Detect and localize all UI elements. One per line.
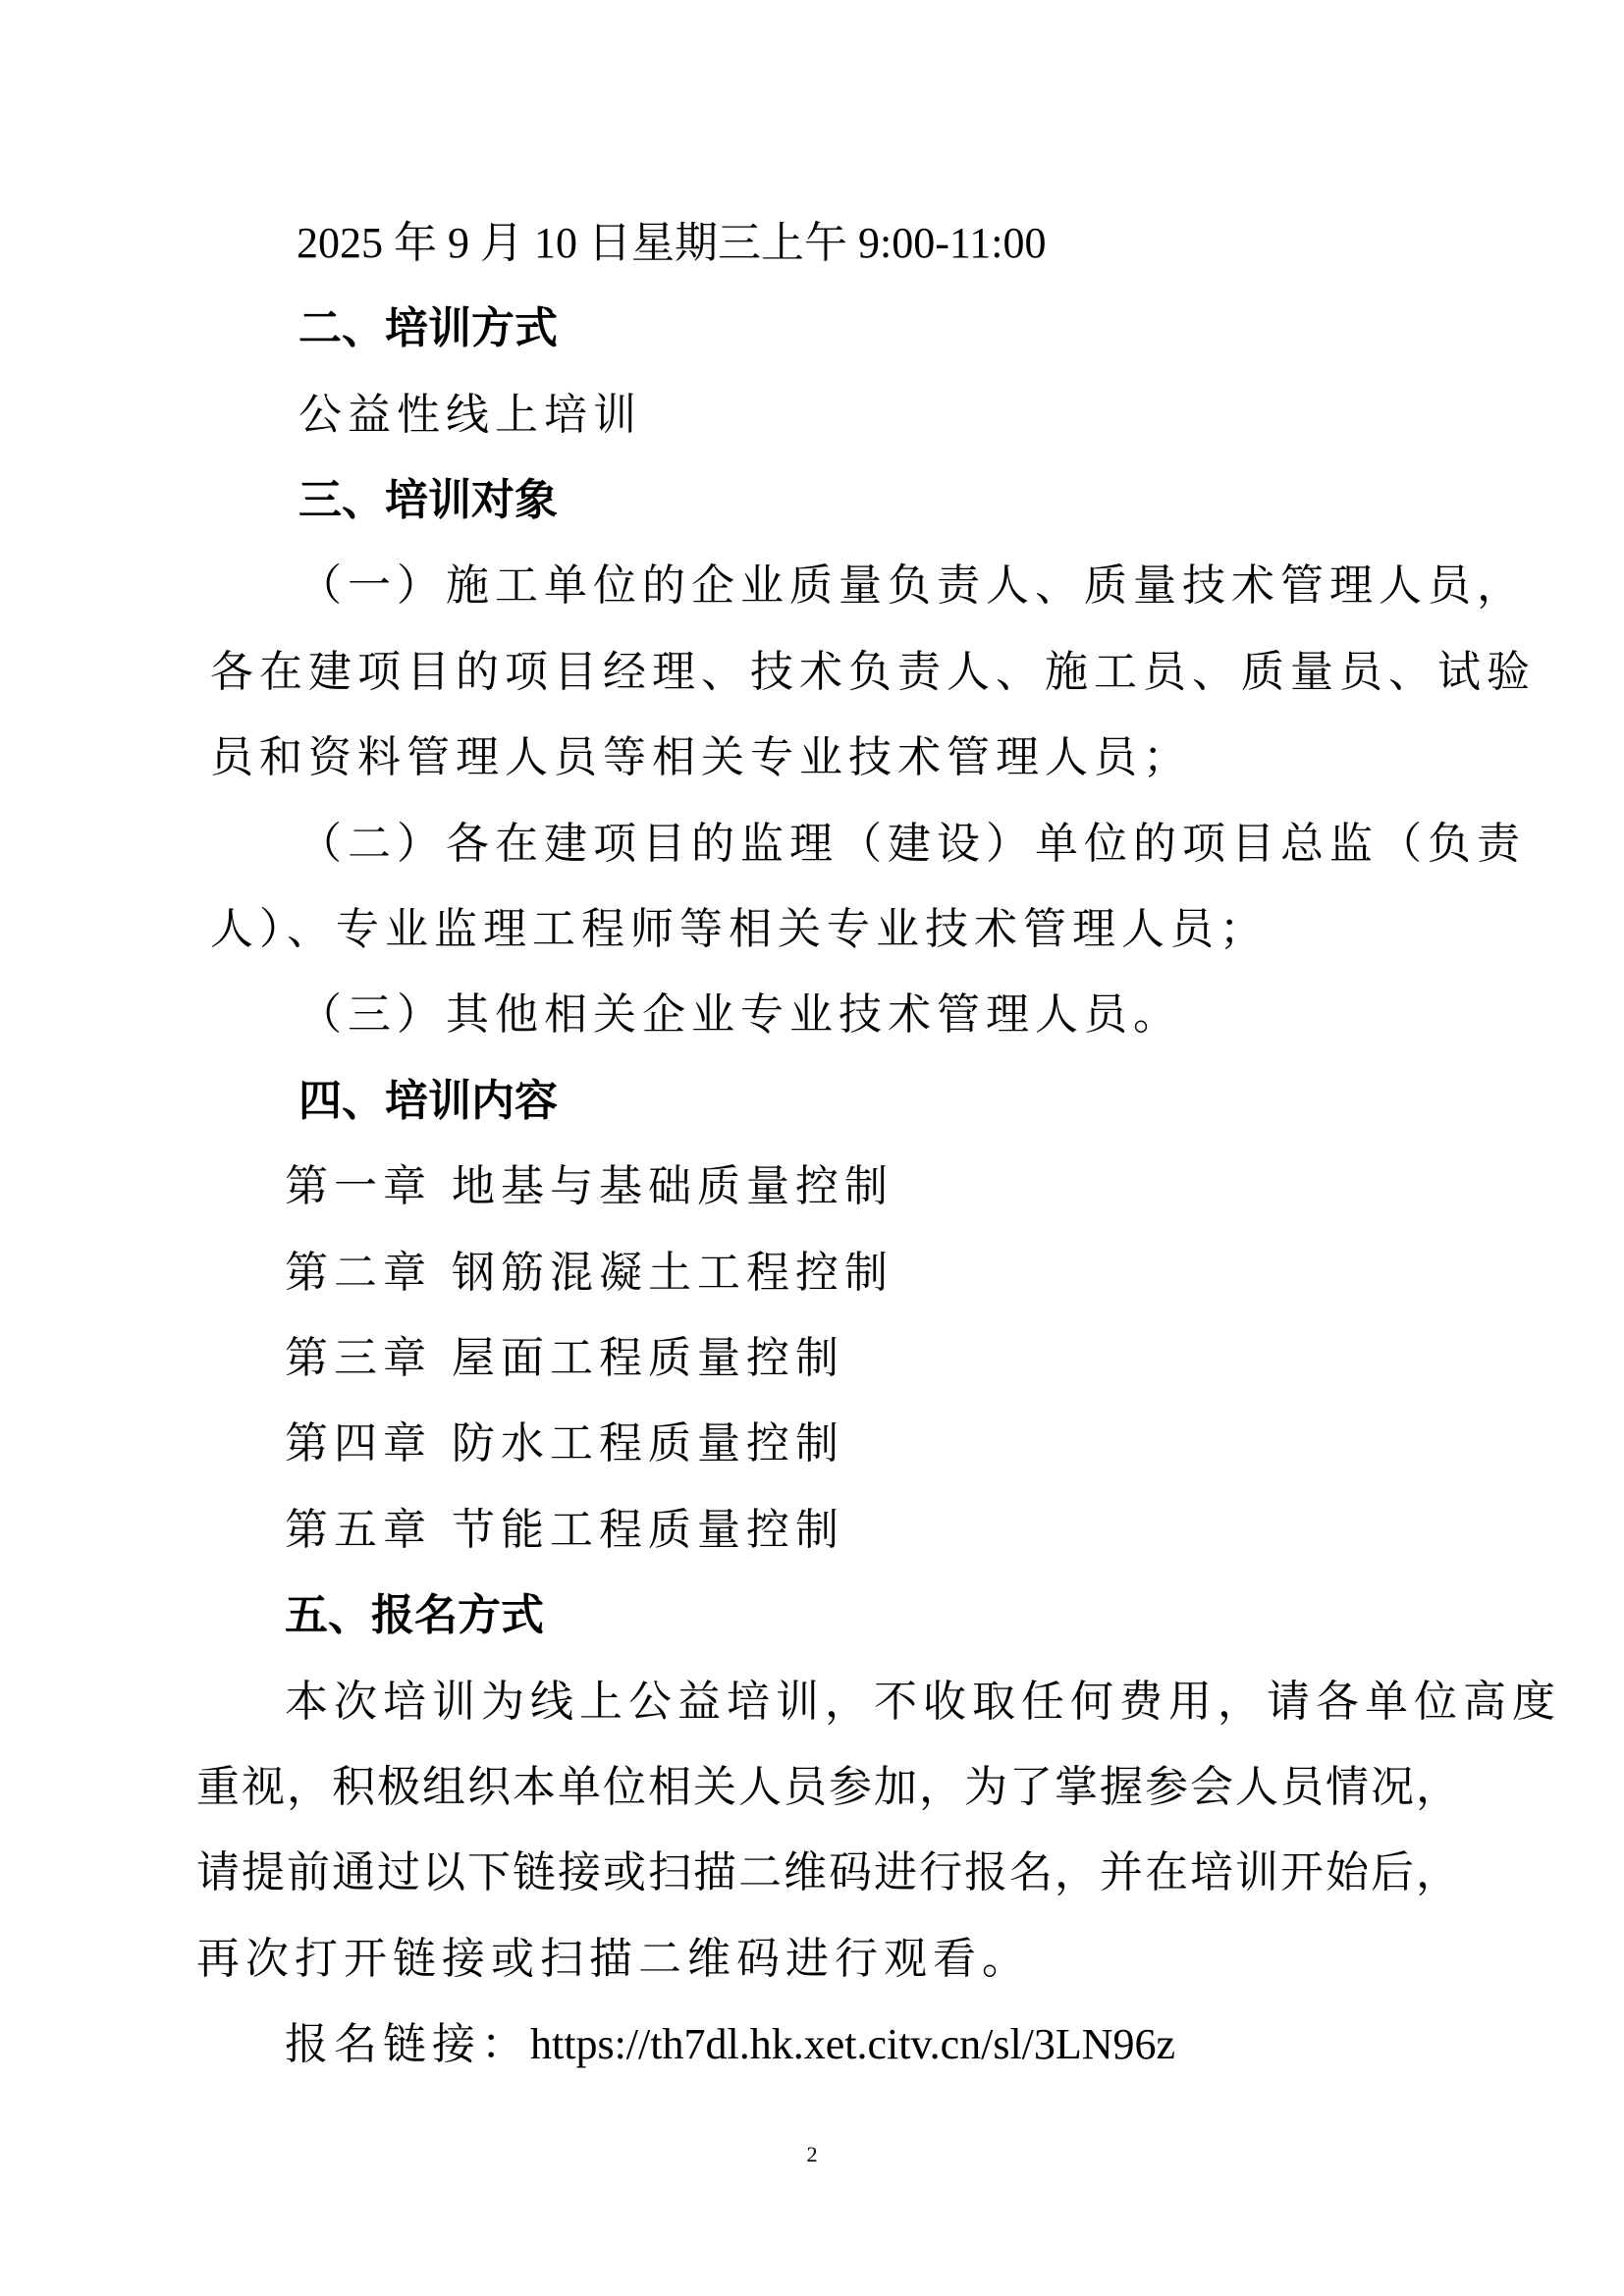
chapter-item: 第四章 防水工程质量控制 <box>285 1418 844 1468</box>
section4-heading: 四、培训内容 <box>298 1076 558 1126</box>
chapter-item: 第二章 钢筋混凝土工程控制 <box>285 1248 893 1298</box>
chapter-item: 第三章 屋面工程质量控制 <box>285 1333 844 1383</box>
section3-item2-line1: （二）各在建项目的监理（建设）单位的项目总监（负责 <box>298 819 1526 869</box>
section3-item1-line1: （一）施工单位的企业质量负责人、质量技术管理人员， <box>298 561 1526 611</box>
section3-heading: 三、培训对象 <box>298 475 558 525</box>
section5-paragraph-line1: 本次培训为线上公益培训，不收取任何费用，请各单位高度 <box>285 1677 1561 1727</box>
section2-heading: 二、培训方式 <box>298 303 558 353</box>
registration-link-label: 报名链接： <box>285 2019 530 2069</box>
registration-link-line <box>285 2015 1175 2074</box>
section5-heading: 五、报名方式 <box>285 1590 544 1640</box>
page-number: 2 <box>806 2142 818 2166</box>
section3-item2-line2: 人）、专业监理工程师等相关专业技术管理人员； <box>210 904 1269 954</box>
section5-paragraph-line4: 再次打开链接或扫描二维码进行观看。 <box>196 1934 1031 1984</box>
section3-item1-line3: 员和资料管理人员等相关专业技术管理人员； <box>210 732 1192 782</box>
section3-item3: （三）其他相关企业专业技术管理人员。 <box>298 989 1182 1040</box>
section3-item1-line2: 各在建项目的项目经理、技术负责人、施工员、质量员、试验 <box>210 647 1536 697</box>
chapter-item: 第五章 节能工程质量控制 <box>285 1505 844 1555</box>
section2-body: 公益性线上培训 <box>298 390 642 440</box>
section5-paragraph-line2: 重视，积极组织本单位相关人员参加，为了掌握参会人员情况， <box>196 1762 1461 1812</box>
training-time: 2025 年 9 月 10 日星期三上午 9:00-11:00 <box>297 219 1047 267</box>
chapter-item: 第一章 地基与基础质量控制 <box>285 1161 893 1211</box>
registration-link[interactable]: https://th7dl.hk.xet.citv.cn/sl/3LN96z <box>530 2020 1176 2068</box>
section5-paragraph-line3: 请提前通过以下链接或扫描二维码进行报名，并在培训开始后， <box>196 1847 1461 1897</box>
